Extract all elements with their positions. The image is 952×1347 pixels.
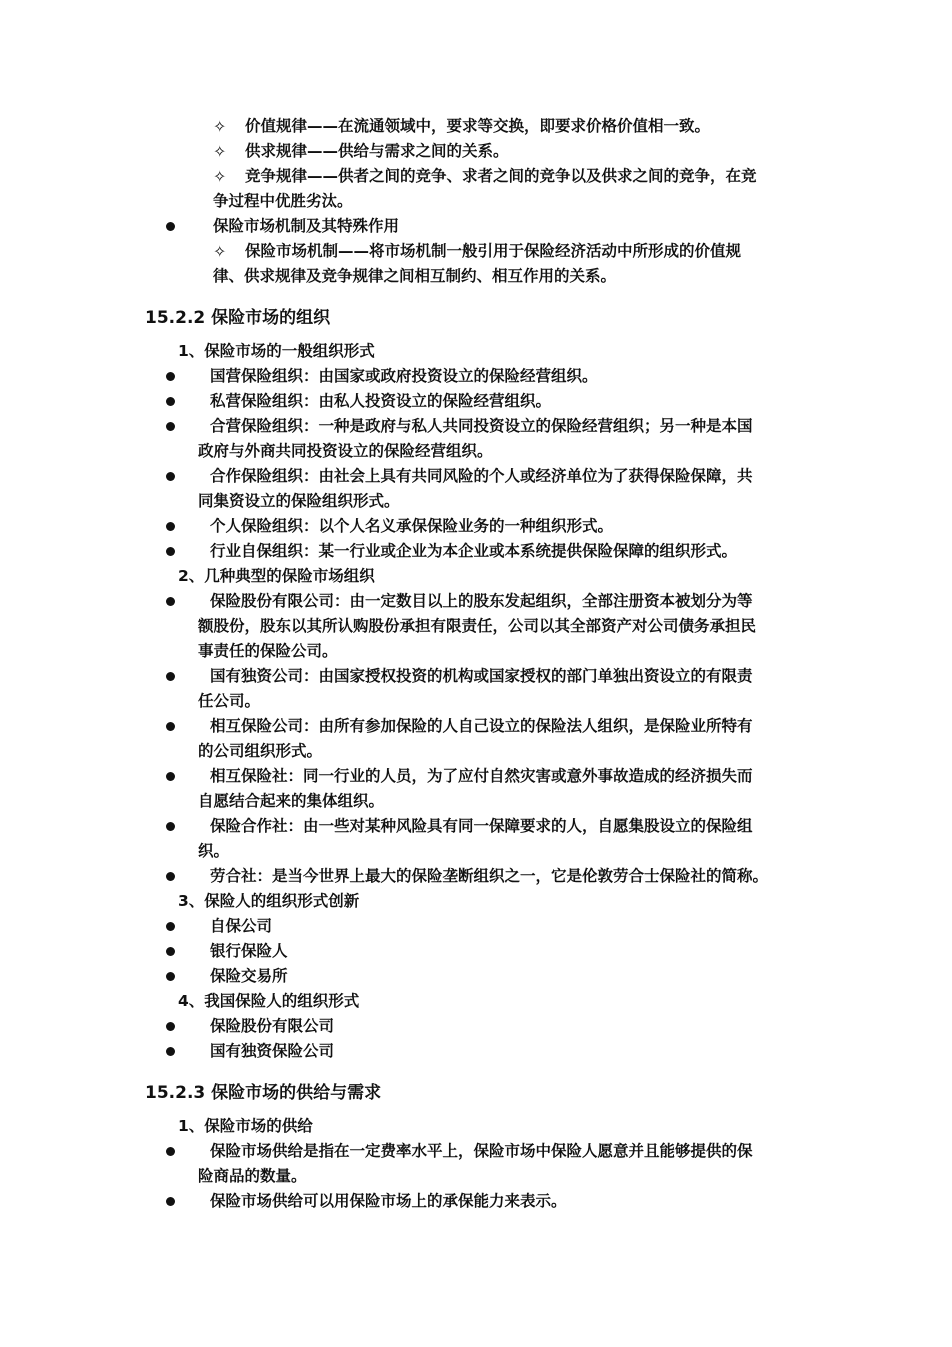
list-item: 个人保险组织：以个人名义承保保险业务的一种组织形式。 bbox=[210, 517, 614, 535]
list-item: 私营保险组织：由私人投资设立的保险经营组织。 bbox=[210, 392, 552, 410]
bullet-dot-icon bbox=[166, 972, 175, 981]
list-item-continuation: 织。 bbox=[198, 842, 230, 860]
list-item: 合作保险组织：由社会上具有共同风险的个人或经济单位为了获得保险保障，共 bbox=[210, 467, 753, 485]
list-item: 保险市场供给是指在一定费率水平上，保险市场中保险人愿意并且能够提供的保 bbox=[210, 1142, 753, 1160]
text-line: 价值规律——在流通领域中，要求等交换，即要求价格价值相一致。 bbox=[245, 117, 711, 135]
list-item: 相互保险社：同一行业的人员，为了应付自然灾害或意外事故造成的经济损失而 bbox=[210, 767, 753, 785]
bullet-dot-icon bbox=[166, 1047, 175, 1056]
subsection-title: 3、保险人的组织形式创新 bbox=[178, 892, 360, 910]
diamond-bullet-icon: ✧ bbox=[213, 117, 227, 136]
bullet-dot-icon bbox=[166, 472, 175, 481]
bullet-dot-icon bbox=[166, 947, 175, 956]
text-line: 争过程中优胜劣汰。 bbox=[213, 192, 353, 210]
bullet-dot-icon bbox=[166, 397, 175, 406]
list-item-continuation: 的公司组织形式。 bbox=[198, 742, 323, 760]
subsection-title: 1、保险市场的供给 bbox=[178, 1117, 313, 1135]
list-item: 自保公司 bbox=[210, 917, 273, 935]
list-item-continuation: 事责任的保险公司。 bbox=[198, 642, 338, 660]
diamond-bullet-icon: ✧ bbox=[213, 142, 227, 161]
bullet-dot-icon bbox=[166, 772, 175, 781]
bullet-dot-icon bbox=[166, 722, 175, 731]
list-item: 保险交易所 bbox=[210, 967, 288, 985]
list-item: 行业自保组织：某一行业或企业为本企业或本系统提供保险保障的组织形式。 bbox=[210, 542, 738, 560]
list-item-continuation: 自愿结合起来的集体组织。 bbox=[198, 792, 385, 810]
subsection-title: 1、保险市场的一般组织形式 bbox=[178, 342, 375, 360]
list-item: 保险市场供给可以用保险市场上的承保能力来表示。 bbox=[210, 1192, 567, 1210]
section-heading: 15.2.2 保险市场的组织 bbox=[145, 308, 331, 328]
list-item-continuation: 同集资设立的保险组织形式。 bbox=[198, 492, 400, 510]
list-item: 国有独资公司：由国家授权投资的机构或国家授权的部门单独出资设立的有限责 bbox=[210, 667, 753, 685]
text-line: 保险市场机制及其特殊作用 bbox=[213, 217, 400, 235]
subsection-title: 4、我国保险人的组织形式 bbox=[178, 992, 360, 1010]
bullet-dot-icon bbox=[166, 1022, 175, 1031]
text-line: 律、供求规律及竞争规律之间相互制约、相互作用的关系。 bbox=[213, 267, 617, 285]
list-item-continuation: 任公司。 bbox=[198, 692, 261, 710]
bullet-dot-icon bbox=[166, 672, 175, 681]
bullet-dot-icon bbox=[166, 1197, 175, 1206]
bullet-dot-icon bbox=[166, 422, 175, 431]
bullet-dot-icon bbox=[166, 1147, 175, 1156]
bullet-dot-icon bbox=[166, 822, 175, 831]
list-item: 劳合社：是当今世界上最大的保险垄断组织之一，它是伦敦劳合士保险社的简称。 bbox=[210, 867, 769, 885]
bullet-dot-icon bbox=[166, 547, 175, 556]
bullet-dot-icon bbox=[166, 922, 175, 931]
list-item: 保险合作社：由一些对某种风险具有同一保障要求的人，自愿集股设立的保险组 bbox=[210, 817, 753, 835]
bullet-dot-icon bbox=[166, 522, 175, 531]
bullet-dot-icon bbox=[166, 372, 175, 381]
bullet-dot-icon bbox=[166, 597, 175, 606]
text-line: 保险市场机制——将市场机制一般引用于保险经济活动中所形成的价值规 bbox=[245, 242, 742, 260]
list-item: 相互保险公司：由所有参加保险的人自己设立的保险法人组织，是保险业所特有 bbox=[210, 717, 753, 735]
list-item: 银行保险人 bbox=[210, 942, 288, 960]
list-item-continuation: 险商品的数量。 bbox=[198, 1167, 307, 1185]
bullet-dot-icon bbox=[166, 872, 175, 881]
subsection-title: 2、几种典型的保险市场组织 bbox=[178, 567, 375, 585]
section-heading: 15.2.3 保险市场的供给与需求 bbox=[145, 1083, 382, 1103]
list-item: 国有独资保险公司 bbox=[210, 1042, 335, 1060]
list-item-continuation: 额股份，股东以其所认购股份承担有限责任，公司以其全部资产对公司债务承担民 bbox=[198, 617, 757, 635]
list-item: 保险股份有限公司 bbox=[210, 1017, 335, 1035]
text-line: 供求规律——供给与需求之间的关系。 bbox=[245, 142, 509, 160]
list-item: 合营保险组织：一种是政府与私人共同投资设立的保险经营组织；另一种是本国 bbox=[210, 417, 753, 435]
diamond-bullet-icon: ✧ bbox=[213, 242, 227, 261]
bullet-dot-icon bbox=[166, 222, 175, 231]
list-item: 国营保险组织：由国家或政府投资设立的保险经营组织。 bbox=[210, 367, 598, 385]
diamond-bullet-icon: ✧ bbox=[213, 167, 227, 186]
list-item: 保险股份有限公司：由一定数目以上的股东发起组织，全部注册资本被划分为等 bbox=[210, 592, 753, 610]
text-line: 竞争规律——供者之间的竞争、求者之间的竞争以及供求之间的竞争，在竞 bbox=[245, 167, 757, 185]
list-item-continuation: 政府与外商共同投资设立的保险经营组织。 bbox=[198, 442, 493, 460]
